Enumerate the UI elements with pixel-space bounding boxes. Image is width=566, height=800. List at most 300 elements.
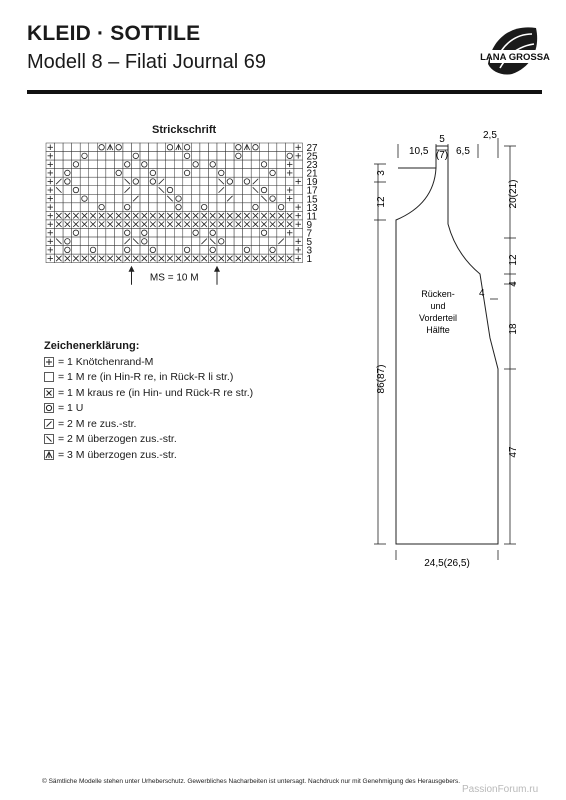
chart-cell bbox=[166, 237, 175, 246]
chart-cell bbox=[183, 246, 192, 255]
legend-item bbox=[44, 416, 253, 432]
chart-cell bbox=[200, 220, 209, 229]
chart-cell bbox=[132, 194, 141, 203]
chart-cell bbox=[268, 229, 277, 238]
piece-label-1: Rücken- bbox=[421, 289, 455, 299]
chart-cell bbox=[46, 237, 55, 246]
chart-cell bbox=[285, 254, 294, 263]
chart-cell bbox=[106, 169, 115, 178]
chart-cell bbox=[191, 211, 200, 220]
chart-cell bbox=[123, 237, 132, 246]
chart-cell bbox=[268, 246, 277, 255]
chart-cell bbox=[208, 194, 217, 203]
chart-cell bbox=[149, 203, 158, 212]
chart-cell bbox=[97, 143, 106, 152]
chart-cell bbox=[243, 143, 252, 152]
chart-cell bbox=[132, 177, 141, 186]
chart-cell bbox=[97, 211, 106, 220]
chart-cell bbox=[123, 246, 132, 255]
chart-cell bbox=[277, 220, 286, 229]
chart-cell bbox=[63, 203, 72, 212]
chart-cell bbox=[268, 220, 277, 229]
chart-cell bbox=[140, 254, 149, 263]
chart-cell bbox=[226, 229, 235, 238]
top-width-1: 10,5 bbox=[409, 146, 429, 157]
chart-cell bbox=[251, 169, 260, 178]
chart-cell bbox=[72, 169, 81, 178]
chart-cell bbox=[226, 143, 235, 152]
chart-cell bbox=[234, 160, 243, 169]
chart-cell bbox=[97, 186, 106, 195]
chart-cell bbox=[234, 186, 243, 195]
chart-cell bbox=[114, 220, 123, 229]
chart-row-number: 27 bbox=[306, 142, 318, 154]
chart-cell bbox=[217, 169, 226, 178]
chart-cell bbox=[183, 152, 192, 161]
chart-cell bbox=[268, 143, 277, 152]
chart-cell bbox=[277, 152, 286, 161]
chart-cell bbox=[285, 246, 294, 255]
chart-cell bbox=[149, 246, 158, 255]
chart-cell bbox=[294, 246, 303, 255]
chart-cell bbox=[166, 177, 175, 186]
chart-cell bbox=[208, 203, 217, 212]
legend-symbol-garter bbox=[44, 388, 54, 398]
chart-cell bbox=[268, 211, 277, 220]
chart-cell bbox=[114, 211, 123, 220]
chart-cell bbox=[217, 254, 226, 263]
chart-cell bbox=[80, 220, 89, 229]
chart-cell bbox=[294, 220, 303, 229]
chart-cell bbox=[251, 177, 260, 186]
chart-cell bbox=[97, 152, 106, 161]
chart-cell bbox=[260, 211, 269, 220]
chart-cell bbox=[217, 220, 226, 229]
chart-cell bbox=[157, 143, 166, 152]
chart-cell bbox=[106, 254, 115, 263]
chart-cell bbox=[157, 254, 166, 263]
chart-cell bbox=[89, 169, 98, 178]
chart-cell bbox=[132, 169, 141, 178]
chart-cell bbox=[183, 177, 192, 186]
chart-cell bbox=[191, 237, 200, 246]
legend bbox=[44, 340, 253, 463]
chart-cell bbox=[200, 177, 209, 186]
chart-cell bbox=[123, 229, 132, 238]
bottom-width: 24,5(26,5) bbox=[424, 558, 470, 569]
piece-label-2: und bbox=[430, 301, 446, 311]
chart-cell bbox=[191, 194, 200, 203]
chart-cell bbox=[89, 194, 98, 203]
chart-cell bbox=[191, 220, 200, 229]
chart-cell bbox=[260, 177, 269, 186]
chart-cell bbox=[132, 160, 141, 169]
chart-cell bbox=[132, 186, 141, 195]
chart-cell bbox=[243, 152, 252, 161]
chart-cell bbox=[97, 177, 106, 186]
chart-cell bbox=[89, 211, 98, 220]
chart-row-number: 9 bbox=[306, 219, 313, 231]
chart-cell bbox=[174, 177, 183, 186]
chart-cell bbox=[55, 220, 64, 229]
chart-cell bbox=[55, 246, 64, 255]
piece-outline bbox=[396, 146, 498, 544]
chart-cell bbox=[72, 246, 81, 255]
chart-row-number: 25 bbox=[306, 151, 318, 163]
right-height-4: 18 bbox=[508, 323, 519, 335]
chart-cell bbox=[174, 246, 183, 255]
chart-cell bbox=[234, 220, 243, 229]
page-subtitle: Modell 8 – Filati Journal 69 bbox=[27, 51, 267, 73]
chart-cell bbox=[132, 246, 141, 255]
chart-cell bbox=[106, 177, 115, 186]
chart-cell bbox=[157, 246, 166, 255]
chart-cell bbox=[217, 211, 226, 220]
chart-cell bbox=[285, 220, 294, 229]
legend-heading: Zeichenerklärung: bbox=[44, 340, 140, 352]
chart-row-number: 17 bbox=[306, 185, 318, 197]
chart-cell bbox=[157, 152, 166, 161]
chart-cell bbox=[106, 229, 115, 238]
chart-cell bbox=[277, 203, 286, 212]
chart-cell bbox=[191, 186, 200, 195]
chart-cell bbox=[72, 186, 81, 195]
chart-cell bbox=[174, 254, 183, 263]
chart-row-number: 5 bbox=[306, 237, 313, 248]
chart-cell bbox=[123, 169, 132, 178]
chart-cell bbox=[294, 211, 303, 220]
chart-cell bbox=[200, 229, 209, 238]
chart-cell bbox=[251, 152, 260, 161]
chart-cell bbox=[277, 177, 286, 186]
legend-text: = 1 M kraus re (in Hin- und Rück-R re str.) bbox=[58, 386, 254, 399]
chart-cell bbox=[243, 186, 252, 195]
chart-cell bbox=[72, 254, 81, 263]
legend-text: = 1 M re (in Hin-R re, in Rück-R li str.) bbox=[58, 371, 234, 384]
chart-cell bbox=[106, 143, 115, 152]
chart-cell bbox=[149, 229, 158, 238]
chart-cell bbox=[63, 220, 72, 229]
chart-cell bbox=[157, 203, 166, 212]
chart-cell bbox=[140, 143, 149, 152]
chart-cell bbox=[72, 237, 81, 246]
chart-cell bbox=[80, 160, 89, 169]
chart-cell bbox=[123, 143, 132, 152]
chart-cell bbox=[89, 152, 98, 161]
chart-cell bbox=[140, 152, 149, 161]
chart-cell bbox=[294, 194, 303, 203]
chart-cell bbox=[285, 177, 294, 186]
chart-cell bbox=[132, 254, 141, 263]
chart-cell bbox=[149, 194, 158, 203]
chart-cell bbox=[114, 186, 123, 195]
chart-cell bbox=[243, 211, 252, 220]
chart-cell bbox=[285, 211, 294, 220]
chart-cell bbox=[294, 229, 303, 238]
chart-cell bbox=[149, 237, 158, 246]
chart-cell bbox=[234, 177, 243, 186]
chart-cell bbox=[285, 229, 294, 238]
lana-grossa-logo bbox=[480, 18, 550, 80]
chart-cell bbox=[97, 220, 106, 229]
legend-text: = 2 M überzogen zus.-str. bbox=[58, 433, 177, 446]
chart-cell bbox=[140, 194, 149, 203]
chart-cell bbox=[277, 211, 286, 220]
chart-cell bbox=[46, 194, 55, 203]
chart-cell bbox=[234, 169, 243, 178]
chart-cell bbox=[260, 246, 269, 255]
chart-cell bbox=[166, 169, 175, 178]
chart-cell bbox=[114, 246, 123, 255]
chart-cell bbox=[226, 211, 235, 220]
chart-cell bbox=[132, 143, 141, 152]
chart-cell bbox=[243, 160, 252, 169]
chart-cell bbox=[114, 177, 123, 186]
chart-cell bbox=[234, 229, 243, 238]
chart-cell bbox=[285, 169, 294, 178]
legend-text: = 3 M überzogen zus.-str. bbox=[58, 448, 177, 461]
chart-cell bbox=[72, 152, 81, 161]
chart-cell bbox=[226, 169, 235, 178]
chart-cell bbox=[114, 160, 123, 169]
chart-cell bbox=[80, 177, 89, 186]
chart-cell bbox=[174, 169, 183, 178]
chart-cell bbox=[97, 229, 106, 238]
legend-symbol-knit bbox=[44, 372, 54, 382]
top-width-2b: (7) bbox=[435, 150, 449, 161]
chart-cell bbox=[277, 246, 286, 255]
chart-cell bbox=[123, 186, 132, 195]
legend-text: = 1 U bbox=[58, 402, 84, 415]
chart-cell bbox=[260, 160, 269, 169]
chart-cell bbox=[208, 143, 217, 152]
chart-cell bbox=[106, 194, 115, 203]
chart-cell bbox=[234, 143, 243, 152]
chart-cell bbox=[243, 203, 252, 212]
chart-cell bbox=[157, 237, 166, 246]
chart-cell bbox=[251, 143, 260, 152]
chart-cell bbox=[268, 186, 277, 195]
chart-cell bbox=[140, 237, 149, 246]
chart-cell bbox=[191, 169, 200, 178]
chart-cell bbox=[149, 152, 158, 161]
chart-cell bbox=[191, 143, 200, 152]
chart-cell bbox=[157, 169, 166, 178]
chart-row-number: 11 bbox=[306, 211, 317, 223]
chart-cell bbox=[97, 194, 106, 203]
chart-cell bbox=[294, 203, 303, 212]
chart-cell bbox=[234, 203, 243, 212]
legend-item bbox=[44, 370, 253, 386]
copyright-footer: © Sämtliche Modelle stehen unter Urheberschutz. Gewerbliches Nacharbeiten ist untersagt. Nachdruck nur mit Genehmigung des Herausgebers. bbox=[42, 778, 461, 785]
chart-cell bbox=[63, 211, 72, 220]
chart-cell bbox=[140, 229, 149, 238]
right-height-5: 47 bbox=[508, 446, 519, 458]
chart-cell bbox=[80, 152, 89, 161]
chart-cell bbox=[89, 160, 98, 169]
legend-symbol-ssk bbox=[44, 434, 54, 444]
legend-text: = 1 Knötchenrand-M bbox=[58, 355, 154, 368]
chart-cell bbox=[183, 143, 192, 152]
chart-cell bbox=[140, 177, 149, 186]
chart-cell bbox=[123, 220, 132, 229]
chart-cell bbox=[80, 237, 89, 246]
legend-item bbox=[44, 401, 253, 417]
chart-cell bbox=[114, 143, 123, 152]
chart-cell bbox=[234, 237, 243, 246]
left-height-1: 3 bbox=[376, 170, 387, 176]
chart-cell bbox=[174, 220, 183, 229]
chart-cell bbox=[183, 160, 192, 169]
chart-cell bbox=[106, 186, 115, 195]
chart-cell bbox=[166, 220, 175, 229]
chart-cell bbox=[260, 254, 269, 263]
chart-cell bbox=[89, 203, 98, 212]
chart-cell bbox=[89, 177, 98, 186]
chart-cell bbox=[63, 237, 72, 246]
chart-cell bbox=[191, 246, 200, 255]
chart-cell bbox=[191, 229, 200, 238]
chart-cell bbox=[63, 194, 72, 203]
chart-cell bbox=[55, 143, 64, 152]
chart-cell bbox=[97, 169, 106, 178]
chart-cell bbox=[166, 229, 175, 238]
chart-cell bbox=[208, 160, 217, 169]
chart-cell bbox=[89, 254, 98, 263]
chart-cell bbox=[89, 143, 98, 152]
chart-cell bbox=[294, 143, 303, 152]
chart-cell bbox=[157, 160, 166, 169]
chart-cell bbox=[174, 194, 183, 203]
chart-cell bbox=[80, 246, 89, 255]
chart-cell bbox=[226, 160, 235, 169]
chart-cell bbox=[208, 177, 217, 186]
chart-cell bbox=[183, 169, 192, 178]
chart-cell bbox=[166, 160, 175, 169]
chart-cell bbox=[63, 152, 72, 161]
chart-cell bbox=[46, 203, 55, 212]
chart-cell bbox=[285, 186, 294, 195]
chart-cell bbox=[200, 237, 209, 246]
chart-cell bbox=[260, 186, 269, 195]
chart-cell bbox=[174, 237, 183, 246]
chart-cell bbox=[140, 169, 149, 178]
chart-cell bbox=[80, 169, 89, 178]
chart-row-number: 19 bbox=[306, 177, 318, 189]
chart-cell bbox=[183, 194, 192, 203]
right-height-3: 4 bbox=[508, 281, 519, 287]
legend-item bbox=[44, 385, 253, 401]
chart-cell bbox=[217, 143, 226, 152]
chart-cell bbox=[226, 194, 235, 203]
chart-cell bbox=[80, 194, 89, 203]
chart-cell bbox=[277, 160, 286, 169]
chart-cell bbox=[166, 211, 175, 220]
chart-cell bbox=[123, 177, 132, 186]
chart-cell bbox=[123, 152, 132, 161]
chart-cell bbox=[106, 211, 115, 220]
chart-cell bbox=[234, 152, 243, 161]
chart-cell bbox=[157, 229, 166, 238]
inner-width-4: 4 bbox=[479, 288, 485, 299]
chart-cell bbox=[200, 169, 209, 178]
chart-cell bbox=[174, 229, 183, 238]
chart-cell bbox=[251, 160, 260, 169]
chart-cell bbox=[251, 254, 260, 263]
chart-cell bbox=[166, 246, 175, 255]
chart-cell bbox=[251, 186, 260, 195]
chart-title: Strickschrift bbox=[152, 124, 217, 136]
chart-cell bbox=[243, 237, 252, 246]
chart-cell bbox=[260, 143, 269, 152]
chart-cell bbox=[277, 169, 286, 178]
chart-cell bbox=[55, 203, 64, 212]
chart-cell bbox=[217, 237, 226, 246]
chart-cell bbox=[46, 229, 55, 238]
chart-cell bbox=[217, 246, 226, 255]
chart-cell bbox=[157, 186, 166, 195]
chart-cell bbox=[63, 177, 72, 186]
chart-cell bbox=[208, 220, 217, 229]
garment-schematic bbox=[366, 124, 556, 589]
chart-cell bbox=[89, 220, 98, 229]
chart-cell bbox=[166, 203, 175, 212]
chart-cell bbox=[183, 203, 192, 212]
chart-cell bbox=[183, 211, 192, 220]
chart-row-number: 21 bbox=[306, 168, 318, 180]
left-height-3: 86(87) bbox=[376, 364, 387, 394]
chart-cell bbox=[132, 211, 141, 220]
chart-cell bbox=[191, 152, 200, 161]
chart-cell bbox=[63, 169, 72, 178]
chart-cell bbox=[72, 177, 81, 186]
chart-cell bbox=[277, 229, 286, 238]
chart-cell bbox=[183, 229, 192, 238]
chart-cell bbox=[174, 143, 183, 152]
chart-cell bbox=[55, 229, 64, 238]
chart-cell bbox=[191, 203, 200, 212]
chart-cell bbox=[132, 203, 141, 212]
chart-cell bbox=[251, 194, 260, 203]
legend-symbol-k2tog bbox=[44, 419, 54, 429]
chart-cell bbox=[140, 211, 149, 220]
chart-cell bbox=[226, 237, 235, 246]
chart-cell bbox=[174, 203, 183, 212]
chart-cell bbox=[123, 203, 132, 212]
chart-cell bbox=[217, 194, 226, 203]
chart-cell bbox=[200, 254, 209, 263]
chart-cell bbox=[183, 237, 192, 246]
logo-text: LANA GROSSA bbox=[480, 52, 550, 63]
chart-cell bbox=[63, 186, 72, 195]
chart-cell bbox=[46, 169, 55, 178]
chart-cell bbox=[80, 186, 89, 195]
chart-cell bbox=[294, 177, 303, 186]
chart-cell bbox=[157, 211, 166, 220]
chart-cell bbox=[285, 143, 294, 152]
chart-cell bbox=[285, 194, 294, 203]
right-height-2: 12 bbox=[508, 254, 519, 266]
chart-cell bbox=[157, 177, 166, 186]
chart-cell bbox=[260, 229, 269, 238]
chart-cell bbox=[277, 186, 286, 195]
knitting-chart bbox=[44, 141, 324, 326]
chart-row-number: 23 bbox=[306, 160, 318, 172]
chart-cell bbox=[294, 160, 303, 169]
left-height-2: 12 bbox=[376, 196, 387, 208]
chart-cell bbox=[114, 254, 123, 263]
chart-cell bbox=[166, 152, 175, 161]
